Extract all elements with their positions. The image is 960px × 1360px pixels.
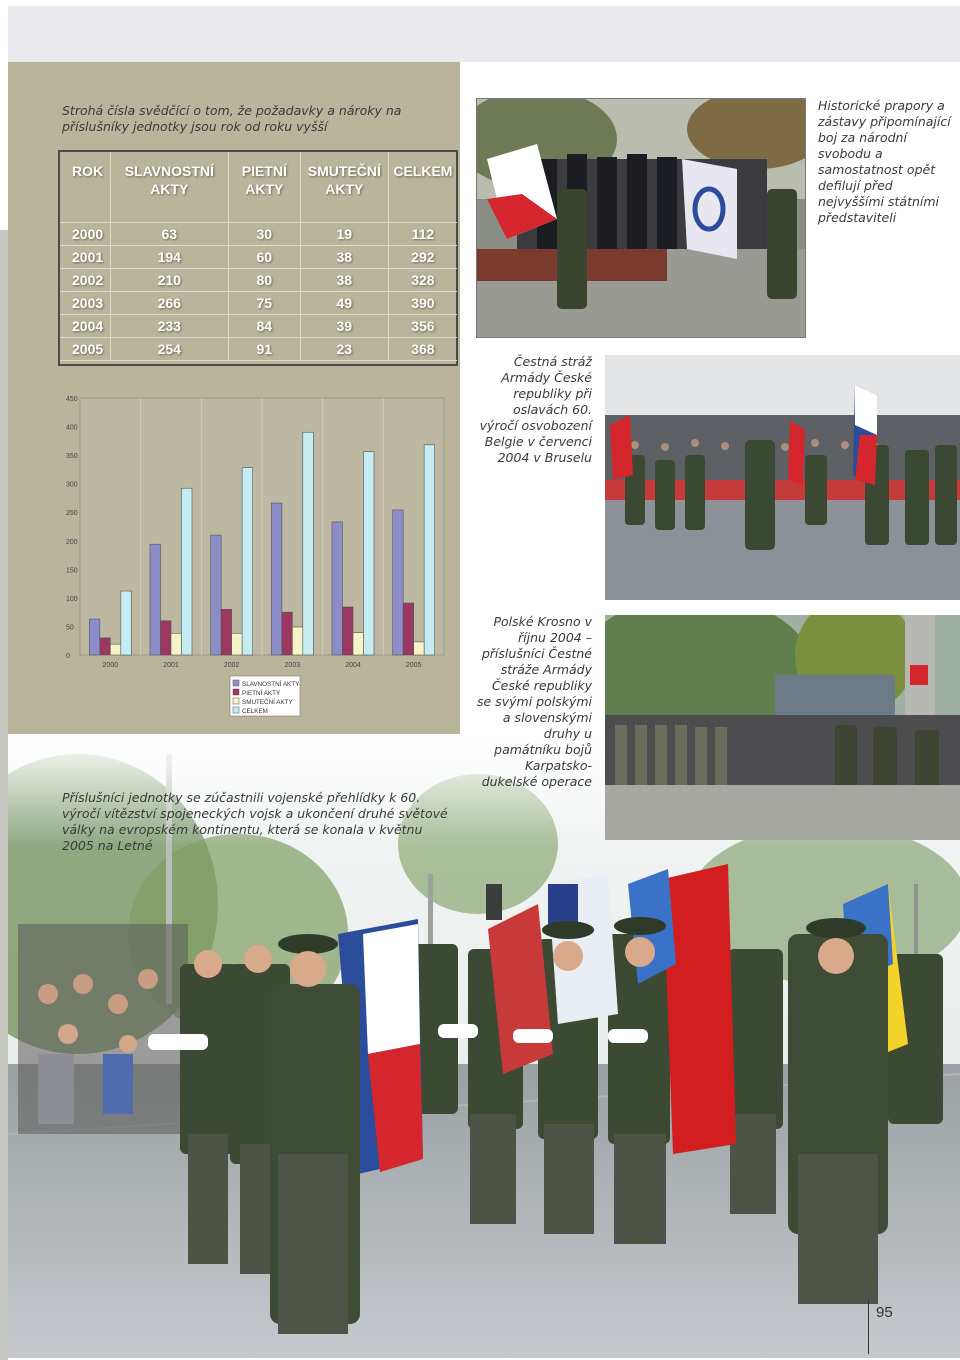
caption-flags: Historické prapory a zástavy připomínající boj za národní svobodu a samostatnost opět defilují před nejvyššími státními představiteli	[818, 98, 951, 225]
bar	[161, 621, 172, 655]
bar	[150, 544, 161, 655]
table-header-row	[60, 152, 457, 222]
cell-celkem: 112	[388, 222, 457, 245]
legend-swatch	[233, 680, 239, 686]
bar	[242, 468, 253, 655]
legend-label: SMUTEČNÍ AKTY	[242, 699, 293, 706]
y-tick-label: 150	[66, 567, 78, 575]
bar	[364, 452, 375, 655]
flags-photo	[476, 98, 806, 338]
bar-chart	[8, 380, 460, 730]
cell-celkem: 356	[388, 314, 457, 337]
margin-stripe	[0, 230, 8, 1360]
bar	[393, 510, 404, 655]
bar	[424, 445, 435, 655]
cell-slavnostni: 233	[110, 314, 228, 337]
cell-smutecni: 23	[300, 337, 388, 360]
y-tick-label: 300	[66, 481, 78, 489]
bar	[211, 535, 222, 655]
cell-pietni: 30	[228, 222, 300, 245]
cell-pietni: 84	[228, 314, 300, 337]
cell-smutecni: 38	[300, 268, 388, 291]
col-slavnostni: SLAVNOSTNÍ AKTY	[110, 152, 228, 222]
bar	[100, 638, 111, 655]
y-tick-label: 100	[66, 595, 78, 603]
stats-table	[60, 152, 457, 361]
bar	[292, 627, 303, 655]
cell-smutecni: 49	[300, 291, 388, 314]
caption-brussels: Čestná stráž Armády České republiky při oslavách 60. výročí osvobození Belgie v červenci 2004 v Bruselu	[479, 354, 592, 465]
col-rok: ROK	[60, 152, 110, 222]
cell-smutecni: 39	[300, 314, 388, 337]
x-tick-label: 2002	[223, 662, 240, 669]
bar	[182, 488, 193, 655]
col-pietni: PIETNÍ AKTY	[228, 152, 300, 222]
cell-celkem: 368	[388, 337, 457, 360]
y-tick-label: 350	[66, 453, 78, 461]
page-number: 95	[876, 1304, 893, 1321]
table-row	[60, 314, 457, 337]
legend-label: SLAVNOSTNÍ AKTY	[242, 681, 300, 688]
cell-pietni: 80	[228, 268, 300, 291]
y-tick-label: 50	[66, 624, 74, 632]
bar	[303, 432, 314, 655]
cell-pietni: 75	[228, 291, 300, 314]
legend-swatch	[233, 707, 239, 713]
y-tick-label: 450	[66, 396, 78, 403]
cell-smutecni: 19	[300, 222, 388, 245]
cell-slavnostni: 194	[110, 245, 228, 268]
cell-slavnostni: 266	[110, 291, 228, 314]
cell-year: 2001	[60, 245, 110, 268]
cell-slavnostni: 254	[110, 337, 228, 360]
bar	[353, 633, 364, 655]
col-smutecni: SMUTEČNÍ AKTY	[300, 152, 388, 222]
bar	[232, 633, 243, 655]
cell-celkem: 328	[388, 268, 457, 291]
bar	[282, 612, 293, 655]
table-row	[60, 222, 457, 245]
y-tick-label: 400	[66, 424, 78, 432]
legend-label: CELKEM	[242, 708, 268, 715]
bar	[403, 603, 414, 655]
intro-text: Strohá čísla svědčící o tom, že požadavky a nároky na příslušníky jednotky jsou rok od roku vyšší	[62, 103, 402, 134]
caption-parade: Příslušníci jednotky se zúčastnili vojenské přehlídky k 60. výročí vítězství spojeneckých vojsk a ukončení druhé světové války na evropském kontinentu, která se konala v květnu 2005 na Letné	[62, 790, 448, 853]
page-number-rule	[868, 1300, 869, 1354]
cell-celkem: 292	[388, 245, 457, 268]
x-tick-label: 2005	[405, 662, 422, 669]
header-band	[8, 6, 960, 62]
bar	[110, 644, 121, 655]
col-celkem: CELKEM	[388, 152, 457, 222]
bar	[121, 591, 132, 655]
caption-krosno: Polské Krosno v říjnu 2004 – příslušníci Čestné stráže Armády České republiky se svými polskými a slovenskými druhy u památníku bojů Karpatsko-dukelské operace	[477, 614, 592, 789]
y-tick-label: 0	[66, 653, 70, 660]
bar	[332, 522, 343, 655]
cell-pietni: 91	[228, 337, 300, 360]
krosno-photo	[605, 615, 960, 840]
table-row	[60, 291, 457, 314]
cell-slavnostni: 210	[110, 268, 228, 291]
x-tick-label: 2004	[345, 662, 361, 669]
cell-slavnostni: 63	[110, 222, 228, 245]
legend-label: PIETNÍ AKTY	[242, 690, 281, 697]
cell-smutecni: 38	[300, 245, 388, 268]
table-row	[60, 245, 457, 268]
cell-year: 2003	[60, 291, 110, 314]
bar	[221, 609, 232, 655]
bar	[89, 619, 100, 655]
cell-celkem: 390	[388, 291, 457, 314]
cell-pietni: 60	[228, 245, 300, 268]
x-tick-label: 2003	[284, 662, 301, 669]
cell-year: 2002	[60, 268, 110, 291]
bar	[414, 642, 425, 655]
x-tick-label: 2001	[163, 662, 179, 669]
table-row	[60, 268, 457, 291]
cell-year: 2005	[60, 337, 110, 360]
bar	[343, 607, 354, 655]
bar	[171, 633, 182, 655]
cell-year: 2000	[60, 222, 110, 245]
x-tick-label: 2000	[102, 662, 119, 669]
legend-swatch	[233, 689, 239, 695]
bar	[271, 503, 282, 655]
cell-year: 2004	[60, 314, 110, 337]
legend-swatch	[233, 698, 239, 704]
y-tick-label: 200	[66, 538, 78, 546]
table-row	[60, 337, 457, 360]
y-tick-label: 250	[66, 510, 78, 518]
brussels-photo	[605, 355, 960, 600]
